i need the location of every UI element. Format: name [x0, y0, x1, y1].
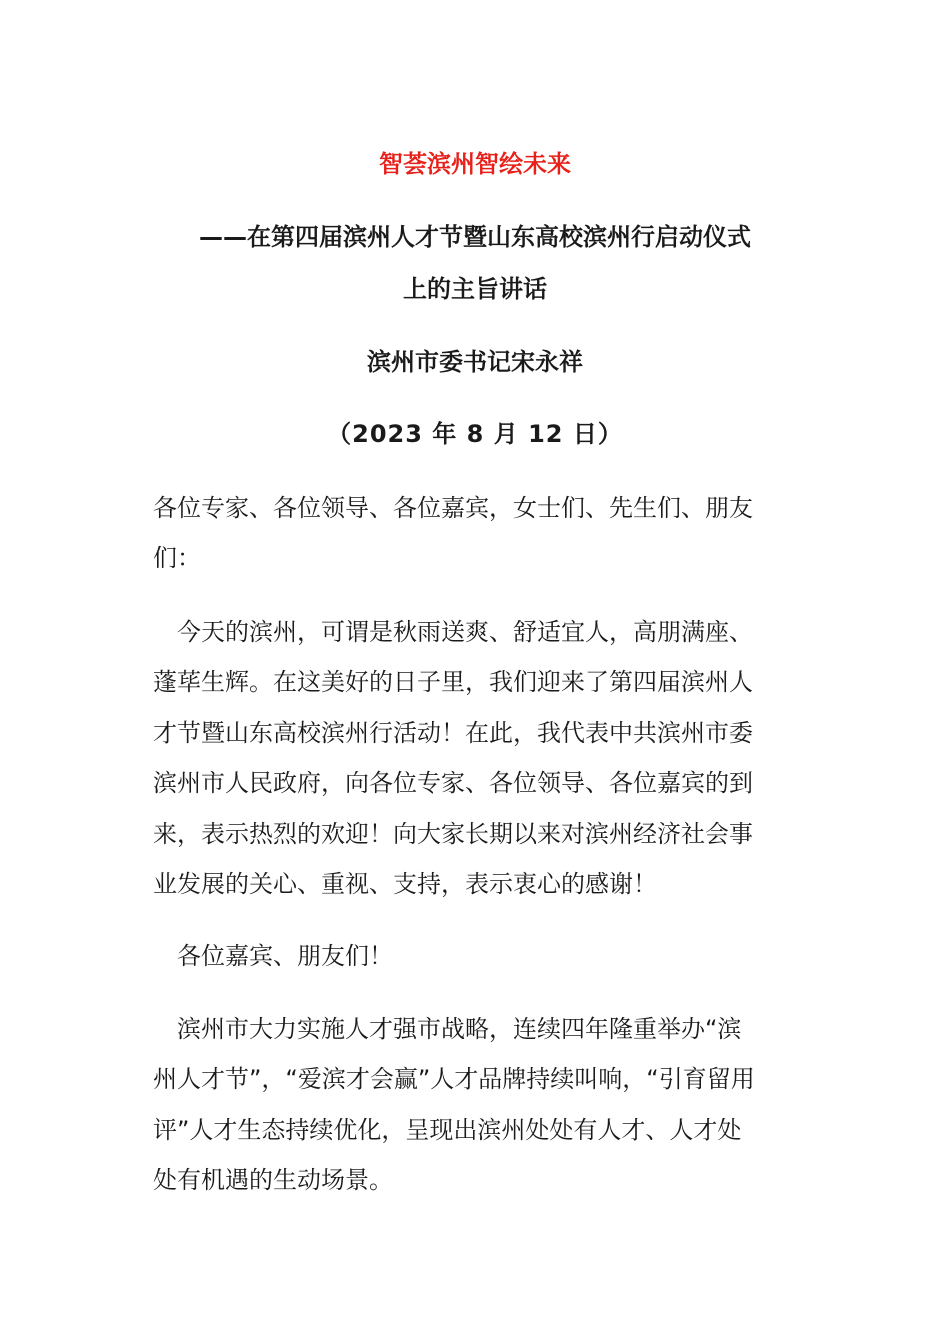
document-title: 智荟滨州智绘未来	[379, 150, 571, 178]
text-line: 们：	[153, 544, 201, 573]
text-line: 州人才节”，“爱滨才会赢”人才品牌持续叫响，“引育留用	[153, 1065, 755, 1094]
body-paragraph-3	[153, 1004, 803, 1206]
text-line: 各位嘉宾、朋友们！	[153, 942, 393, 970]
text-line: 来，表示热烈的欢迎！向大家长期以来对滨州经济社会事	[153, 819, 753, 848]
document-date: （2023 年 8 月 12 日）	[327, 420, 623, 448]
text-line: 评”人才生态持续优化，呈现出滨州处处有人才、人才处	[153, 1115, 742, 1144]
body-paragraph-2	[153, 931, 803, 981]
document-subtitle-line1: ——在第四届滨州人才节暨山东高校滨州行启动仪式	[199, 223, 751, 251]
text-line: 才节暨山东高校滨州行活动！在此，我代表中共滨州市委	[153, 718, 753, 747]
text-line: 今天的滨州，可谓是秋雨送爽、舒适宜人，高朋满座、	[153, 618, 753, 646]
text-line: 业发展的关心、重视、支持，表示衷心的感谢！	[153, 870, 657, 899]
document-subtitle-line2: 上的主旨讲话	[403, 275, 547, 303]
greeting-paragraph	[153, 483, 803, 584]
text-line: 滨州市大力实施人才强市战略，连续四年隆重举办“滨	[153, 1015, 742, 1043]
text-line: 蓬荜生辉。在这美好的日子里，我们迎来了第四届滨州人	[153, 668, 753, 697]
body-paragraph-1	[153, 607, 803, 909]
text-line: 各位专家、各位领导、各位嘉宾，女士们、先生们、朋友	[153, 494, 753, 522]
text-line: 处有机遇的生动场景。	[153, 1166, 393, 1195]
text-line: 滨州市人民政府，向各位专家、各位领导、各位嘉宾的到	[153, 769, 753, 798]
document-author: 滨州市委书记宋永祥	[367, 348, 583, 376]
